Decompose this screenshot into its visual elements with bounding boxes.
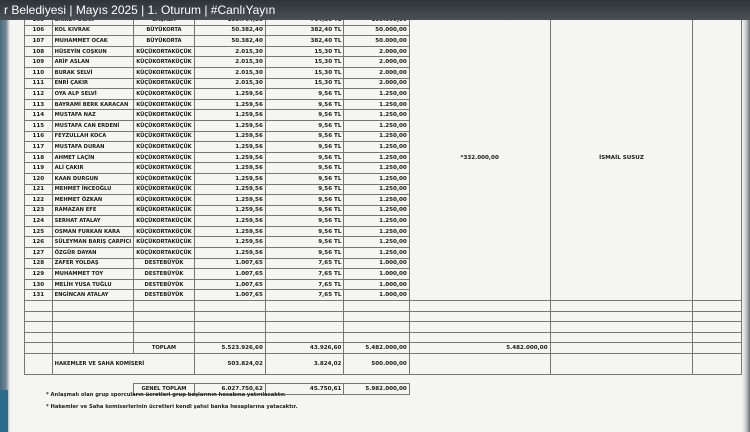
net-amount: 1.250,00	[344, 237, 409, 248]
net-amount: 1.000,00	[344, 290, 409, 301]
gross-amount: 2.015,30	[194, 67, 265, 78]
row-number: 128	[25, 258, 53, 269]
net-amount: 1.250,00	[344, 142, 409, 153]
row-number: 129	[25, 269, 53, 280]
tax-amount: 9,56 TL	[265, 226, 344, 237]
category: DESTEBÜYÜK	[134, 269, 194, 280]
tax-amount: 15,30 TL	[265, 57, 344, 68]
row-number: 126	[25, 237, 53, 248]
category: KÜÇÜKORTAKÜÇÜK	[134, 120, 194, 131]
tax-amount: 7,65 TL	[265, 258, 344, 269]
tax-amount: 9,56 TL	[265, 205, 344, 216]
gross-amount: 1.259,56	[194, 195, 265, 206]
athlete-name: OYA ALP SELVİ	[52, 89, 134, 100]
athlete-name: ENRİ ÇAKIR	[52, 78, 134, 89]
row-number: 114	[25, 110, 53, 121]
grand-total-net: 5.982.000,00	[344, 384, 409, 395]
net-amount: 50.000,00	[344, 36, 409, 47]
gross-amount: 1.259,56	[194, 99, 265, 110]
note-1: * Anlaşmalı olan grup sporcuların ücretleri grup başlarının hesabına yatırılacaktır.	[46, 392, 286, 398]
empty-cell	[194, 301, 265, 312]
tax-amount: 382,40 TL	[265, 25, 344, 36]
row-number: 117	[25, 142, 53, 153]
category: KÜÇÜKORTAKÜÇÜK	[134, 99, 194, 110]
totals-row	[25, 343, 742, 354]
empty-cell	[693, 332, 742, 343]
tax-amount: 15,30 TL	[265, 78, 344, 89]
spreadsheet-area	[10, 0, 742, 432]
net-amount: 1.250,00	[344, 131, 409, 142]
referees-tax: 3.824,02	[265, 354, 344, 375]
row-number: 120	[25, 173, 53, 184]
athlete-name: FEYZULLAH KOCA	[52, 131, 134, 142]
empty-cell	[25, 343, 53, 354]
athlete-name: MUHAMMET TOY	[52, 269, 134, 280]
gross-amount: 2.015,30	[194, 78, 265, 89]
row-number: 112	[25, 89, 53, 100]
net-amount: 1.250,00	[344, 110, 409, 121]
empty-cell	[409, 354, 550, 375]
gross-amount: 1.259,56	[194, 237, 265, 248]
gross-amount: 1.259,56	[194, 120, 265, 131]
totals-net: 5.482.000,00	[344, 343, 409, 354]
empty-cell	[265, 332, 344, 343]
athlete-name: SERHAT ATALAY	[52, 216, 134, 227]
empty-cell	[550, 322, 693, 333]
gross-amount: 2.015,30	[194, 57, 265, 68]
category: KÜÇÜKORTAKÜÇÜK	[134, 142, 194, 153]
category: BÜYÜKORTA	[134, 25, 194, 36]
empty-cell	[550, 343, 693, 354]
empty-row	[25, 311, 742, 322]
athlete-name: OSMAN FURKAN KARA	[52, 226, 134, 237]
row-number: 121	[25, 184, 53, 195]
gross-amount: 1.259,56	[194, 226, 265, 237]
athlete-name: BAYRAMİ BERK KARACAN	[52, 99, 134, 110]
side-strip	[0, 390, 8, 432]
athlete-name: KOL KIVRAK	[52, 25, 134, 36]
net-amount: 1.250,00	[344, 184, 409, 195]
row-number: 131	[25, 290, 53, 301]
gross-amount: 50.382,40	[194, 25, 265, 36]
row-number: 107	[25, 36, 53, 47]
net-amount: 1.250,00	[344, 216, 409, 227]
athlete-name: MUSTAFA DURAN	[52, 142, 134, 153]
tax-amount: 9,56 TL	[265, 131, 344, 142]
category: KÜÇÜKORTAKÜÇÜK	[134, 46, 194, 57]
net-amount: 1.250,00	[344, 99, 409, 110]
empty-cell	[194, 322, 265, 333]
empty-cell	[409, 332, 550, 343]
athlete-name: MUSTAFA CAN ERDENİ	[52, 120, 134, 131]
net-amount: 1.000,00	[344, 269, 409, 280]
row-number: 106	[25, 25, 53, 36]
payment-table	[24, 14, 742, 395]
grand-total-tax: 45.750,61	[265, 384, 344, 395]
category: KÜÇÜKORTAKÜÇÜK	[134, 152, 194, 163]
totals-group: 5.482.000,00	[409, 343, 550, 354]
category: KÜÇÜKORTAKÜÇÜK	[134, 67, 194, 78]
tax-amount: 9,56 TL	[265, 110, 344, 121]
net-amount: 2.000,00	[344, 46, 409, 57]
athlete-name: RAMAZAN EFE	[52, 205, 134, 216]
tax-amount: 9,56 TL	[265, 237, 344, 248]
referees-gross: 503.824,02	[194, 354, 265, 375]
tax-amount: 9,56 TL	[265, 195, 344, 206]
athlete-name: MELİH YUSA TUĞLU	[52, 279, 134, 290]
category: KÜÇÜKORTAKÜÇÜK	[134, 216, 194, 227]
gross-amount: 1.259,56	[194, 205, 265, 216]
tax-amount: 7,65 TL	[265, 269, 344, 280]
empty-cell	[25, 301, 53, 312]
empty-cell	[52, 311, 134, 322]
row-number: 108	[25, 46, 53, 57]
net-amount: 1.250,00	[344, 195, 409, 206]
empty-row	[25, 301, 742, 312]
empty-cell	[52, 301, 134, 312]
tax-amount: 9,56 TL	[265, 99, 344, 110]
empty-cell	[550, 311, 693, 322]
athlete-name: ARİF ASLAN	[52, 57, 134, 68]
net-amount: 50.000,00	[344, 25, 409, 36]
athlete-name: ÖZGÜR DAYAN	[52, 248, 134, 259]
gross-amount: 1.259,56	[194, 142, 265, 153]
group-person: İSMAİL SUSUZ	[550, 15, 693, 301]
note-2: * Hakemler ve Saha komiserlerinin ücretleri kendi şahsi banka hesaplarına yatacaktır.	[46, 404, 298, 410]
athlete-name: KAAN DURGUN	[52, 173, 134, 184]
gross-amount: 1.259,56	[194, 216, 265, 227]
tax-amount: 15,30 TL	[265, 46, 344, 57]
empty-cell	[134, 301, 194, 312]
net-amount: 1.250,00	[344, 89, 409, 100]
net-amount: 1.250,00	[344, 120, 409, 131]
empty-cell	[265, 311, 344, 322]
row-number: 118	[25, 152, 53, 163]
net-amount: 2.000,00	[344, 67, 409, 78]
empty-cell	[550, 354, 693, 375]
category: BÜYÜKORTA	[134, 36, 194, 47]
gross-amount: 1.007,65	[194, 290, 265, 301]
group-amount: *332.000,00	[409, 15, 550, 301]
gross-amount: 1.259,56	[194, 131, 265, 142]
category: KÜÇÜKORTAKÜÇÜK	[134, 163, 194, 174]
empty-cell	[134, 332, 194, 343]
category: DESTEBÜYÜK	[134, 258, 194, 269]
row-number: 125	[25, 226, 53, 237]
category: KÜÇÜKORTAKÜÇÜK	[134, 237, 194, 248]
empty-cell	[693, 343, 742, 354]
net-amount: 2.000,00	[344, 78, 409, 89]
row-number: 113	[25, 99, 53, 110]
empty-cell	[194, 311, 265, 322]
empty-row	[25, 332, 742, 343]
empty-cell	[194, 332, 265, 343]
empty-cell	[409, 384, 741, 395]
net-amount: 1.000,00	[344, 279, 409, 290]
category: KÜÇÜKORTAKÜÇÜK	[134, 226, 194, 237]
referees-net: 500.000,00	[344, 354, 409, 375]
athlete-name: BURAK SELVİ	[52, 67, 134, 78]
athlete-name: MUHAMMET OCAK	[52, 36, 134, 47]
gross-amount: 1.007,65	[194, 279, 265, 290]
spacer-cell	[25, 375, 742, 384]
row-number: 127	[25, 248, 53, 259]
row-number: 116	[25, 131, 53, 142]
row-number: 110	[25, 67, 53, 78]
net-amount: 1.250,00	[344, 173, 409, 184]
net-amount: 1.250,00	[344, 205, 409, 216]
row-number: 122	[25, 195, 53, 206]
category: DESTEBÜYÜK	[134, 279, 194, 290]
tax-amount: 9,56 TL	[265, 142, 344, 153]
gross-amount: 1.259,56	[194, 173, 265, 184]
row-number: 123	[25, 205, 53, 216]
gross-amount: 1.259,56	[194, 152, 265, 163]
tax-amount: 9,56 TL	[265, 152, 344, 163]
empty-cell	[134, 322, 194, 333]
spacer-row	[25, 375, 742, 384]
empty-cell	[52, 322, 134, 333]
tax-amount: 9,56 TL	[265, 163, 344, 174]
totals-label: TOPLAM	[134, 343, 194, 354]
referees-label: HAKEMLER VE SAHA KOMİSERİ	[52, 354, 194, 375]
category: KÜÇÜKORTAKÜÇÜK	[134, 205, 194, 216]
gross-amount: 1.007,65	[194, 258, 265, 269]
category: KÜÇÜKORTAKÜÇÜK	[134, 89, 194, 100]
empty-cell	[693, 301, 742, 312]
athlete-name: ZAFER YOLDAŞ	[52, 258, 134, 269]
window-title: r Belediyesi | Mayıs 2025 | 1. Oturum | #CanlıYayın	[0, 0, 750, 20]
empty-cell	[25, 322, 53, 333]
net-amount: 1.000,00	[344, 258, 409, 269]
row-number: 111	[25, 78, 53, 89]
empty-cell	[409, 322, 550, 333]
empty-cell	[52, 332, 134, 343]
tax-amount: 9,56 TL	[265, 173, 344, 184]
category: KÜÇÜKORTAKÜÇÜK	[134, 248, 194, 259]
empty-cell	[344, 301, 409, 312]
tax-amount: 9,56 TL	[265, 248, 344, 259]
tax-amount: 15,30 TL	[265, 67, 344, 78]
athlete-name: MEHMET ÖZKAN	[52, 195, 134, 206]
gross-amount: 1.259,56	[194, 89, 265, 100]
empty-cell	[550, 301, 693, 312]
net-amount: 1.250,00	[344, 248, 409, 259]
empty-cell	[134, 311, 194, 322]
totals-gross: 5.523.926,60	[194, 343, 265, 354]
grand-total-gross: 6.027.750,62	[194, 384, 265, 395]
empty-cell	[25, 332, 53, 343]
athlete-name: SÜLEYMAN BARIŞ ÇARPICI	[52, 237, 134, 248]
athlete-name: MUSTAFA NAZ	[52, 110, 134, 121]
empty-cell	[344, 332, 409, 343]
athlete-name: ENGİNCAN ATALAY	[52, 290, 134, 301]
category: KÜÇÜKORTAKÜÇÜK	[134, 57, 194, 68]
row-number: 109	[25, 57, 53, 68]
empty-cell	[25, 311, 53, 322]
totals-tax: 43.926,60	[265, 343, 344, 354]
tax-amount: 382,40 TL	[265, 36, 344, 47]
row-number: 115	[25, 120, 53, 131]
category: KÜÇÜKORTAKÜÇÜK	[134, 131, 194, 142]
empty-cell	[550, 332, 693, 343]
tax-amount: 7,65 TL	[265, 279, 344, 290]
gross-amount: 1.259,56	[194, 163, 265, 174]
tax-amount: 9,56 TL	[265, 120, 344, 131]
tax-amount: 9,56 TL	[265, 184, 344, 195]
empty-row	[25, 322, 742, 333]
gross-amount: 1.259,56	[194, 110, 265, 121]
category: KÜÇÜKORTAKÜÇÜK	[134, 195, 194, 206]
empty-cell	[265, 322, 344, 333]
category: DESTEBÜYÜK	[134, 290, 194, 301]
empty-cell	[344, 322, 409, 333]
net-amount: 1.250,00	[344, 226, 409, 237]
empty-cell	[693, 311, 742, 322]
empty-cell	[52, 343, 134, 354]
athlete-name: MEHMET İNCEOĞLU	[52, 184, 134, 195]
empty-cell	[344, 311, 409, 322]
gross-amount: 50.382,40	[194, 36, 265, 47]
empty-cell	[693, 354, 742, 375]
gross-amount: 1.259,56	[194, 248, 265, 259]
category: KÜÇÜKORTAKÜÇÜK	[134, 184, 194, 195]
row-number: 124	[25, 216, 53, 227]
empty-cell	[409, 311, 550, 322]
row-number: 130	[25, 279, 53, 290]
net-amount: 2.000,00	[344, 57, 409, 68]
gross-amount: 2.015,30	[194, 46, 265, 57]
tax-amount: 9,56 TL	[265, 89, 344, 100]
tax-amount: 7,65 TL	[265, 290, 344, 301]
category: KÜÇÜKORTAKÜÇÜK	[134, 110, 194, 121]
empty-cell	[693, 322, 742, 333]
gross-amount: 1.259,56	[194, 184, 265, 195]
category: KÜÇÜKORTAKÜÇÜK	[134, 173, 194, 184]
empty-cell	[25, 354, 53, 375]
blank-cell	[693, 15, 742, 301]
referees-row	[25, 354, 742, 375]
empty-cell	[409, 301, 550, 312]
empty-cell	[265, 301, 344, 312]
athlete-name: AHMET LAÇİN	[52, 152, 134, 163]
net-amount: 1.250,00	[344, 152, 409, 163]
row-number: 119	[25, 163, 53, 174]
tax-amount: 9,56 TL	[265, 216, 344, 227]
gross-amount: 1.007,65	[194, 269, 265, 280]
net-amount: 1.250,00	[344, 163, 409, 174]
athlete-name: HÜSEYİN COŞKUN	[52, 46, 134, 57]
category: KÜÇÜKORTAKÜÇÜK	[134, 78, 194, 89]
grand-total-label: GENEL TOPLAM	[134, 384, 194, 395]
athlete-name: ALİ ÇAKIR	[52, 163, 134, 174]
